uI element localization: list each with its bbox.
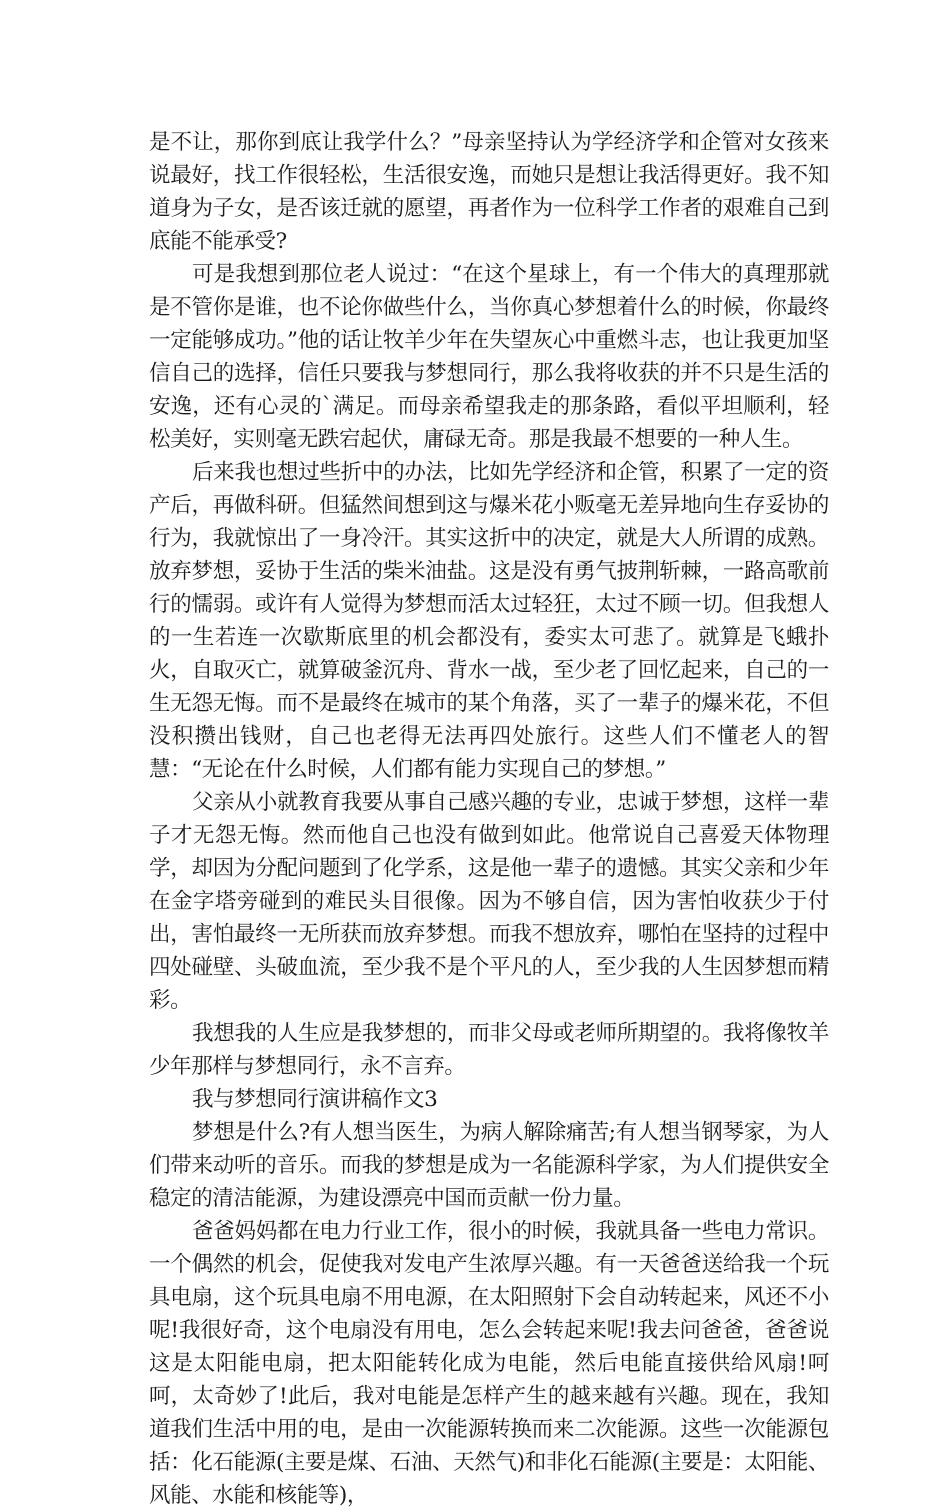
paragraph-1: 是不让，那你到底让我学什么？”母亲坚持认为学经济学和企管对女孩来说最好，找工作很轻松，生活很安逸，而她只是想让我活得更好。我不知道身为子女，是否该迁就的愿望，再者作为一位科学工作者的艰难自己到底能不能承受? [149, 130, 829, 254]
paragraph-4: 父亲从小就教育我要从事自己感兴趣的专业，忠诚于梦想，这样一辈子才无怨无悔。然而他自己也没有做到如此。他常说自己喜爱天体物理学，却因为分配问题到了化学系，这是他一辈子的遗憾。其实父亲和少年在金字塔旁碰到的难民头目很像。因为不够自信，因为害怕收获少于付出，害怕最终一无所获而放弃梦想。而我不想放弃，哪怕在坚持的过程中四处碰壁、头破血流，至少我不是个平凡的人，至少我的人生因梦想而精彩。 [149, 790, 829, 1013]
paragraph-5: 我想我的人生应是我梦想的，而非父母或老师所期望的。我将像牧羊少年那样与梦想同行，永不言弃。 [149, 1021, 829, 1079]
paragraph-2: 可是我想到那位老人说过：“在这个星球上，有一个伟大的真理那就是不管你是谁，也不论你做些什么，当你真心梦想着什么的时候，你最终一定能够成功。”他的话让牧羊少年在失望灰心中重燃斗志，也让我更加坚信自己的选择，信任只要我与梦想同行，那么我将收获的并不只是生活的安逸，还有心灵的`满足。而母亲希望我走的那条路，看似平坦顺利，轻松美好，实则毫无跌宕起伏，庸碌无奇。那是我最不想要的一种人生。 [149, 262, 829, 452]
paragraph-7: 爸爸妈妈都在电力行业工作，很小的时候，我就具备一些电力常识。一个偶然的机会，促使我对发电产生浓厚兴趣。有一天爸爸送给我一个玩具电扇，这个玩具电扇不用电源，在太阳照射下会自动转起来，风还不小呢!我很好奇，这个电扇没有用电，怎么会转起来呢!我去问爸爸，爸爸说这是太阳能电扇，把太阳能转化成为电能，然后电能直接供给风扇!呵呵，太奇妙了!此后，我对电能是怎样产生的越来越有兴趣。现在，我知道我们生活中用的电，是由一次能源转换而来二次能源。这些一次能源包括：化石能源(主要是煤、石油、天然气)和非化石能源(主要是：太阳能、风能、水能和核能等)， [149, 1219, 829, 1508]
paragraph-6: 梦想是什么?有人想当医生，为病人解除痛苦;有人想当钢琴家，为人们带来动听的音乐。而我的梦想是成为一名能源科学家，为人们提供安全稳定的清洁能源，为建设漂亮中国而贡献一份力量。 [149, 1120, 829, 1211]
paragraph-3: 后来我也想过些折中的办法，比如先学经济和企管，积累了一定的资产后，再做科研。但猛然间想到这与爆米花小贩毫无差异地向生存妥协的行为，我就惊出了一身冷汗。其实这折中的决定，就是大人所谓的成熟。放弃梦想，妥协于生活的柴米油盐。这是没有勇气披荆斩棘，一路高歌前行的懦弱。或许有人觉得为梦想而活太过轻狂，太过不顾一切。但我想人的一生若连一次歇斯底里的机会都没有，委实太可悲了。就算是飞蛾扑火，自取灭亡，就算破釜沉舟、背水一战，至少老了回忆起来，自己的一生无怨无悔。而不是最终在城市的某个角落，买了一辈子的爆米花，不但没积攒出钱财，自己也老得无法再四处旅行。这些人们不懂老人的智慧：“无论在什么时候，人们都有能力实现自己的梦想。” [149, 460, 829, 782]
section-heading: 我与梦想同行演讲稿作文3 [192, 1087, 438, 1112]
document-page [149, 126, 829, 1512]
